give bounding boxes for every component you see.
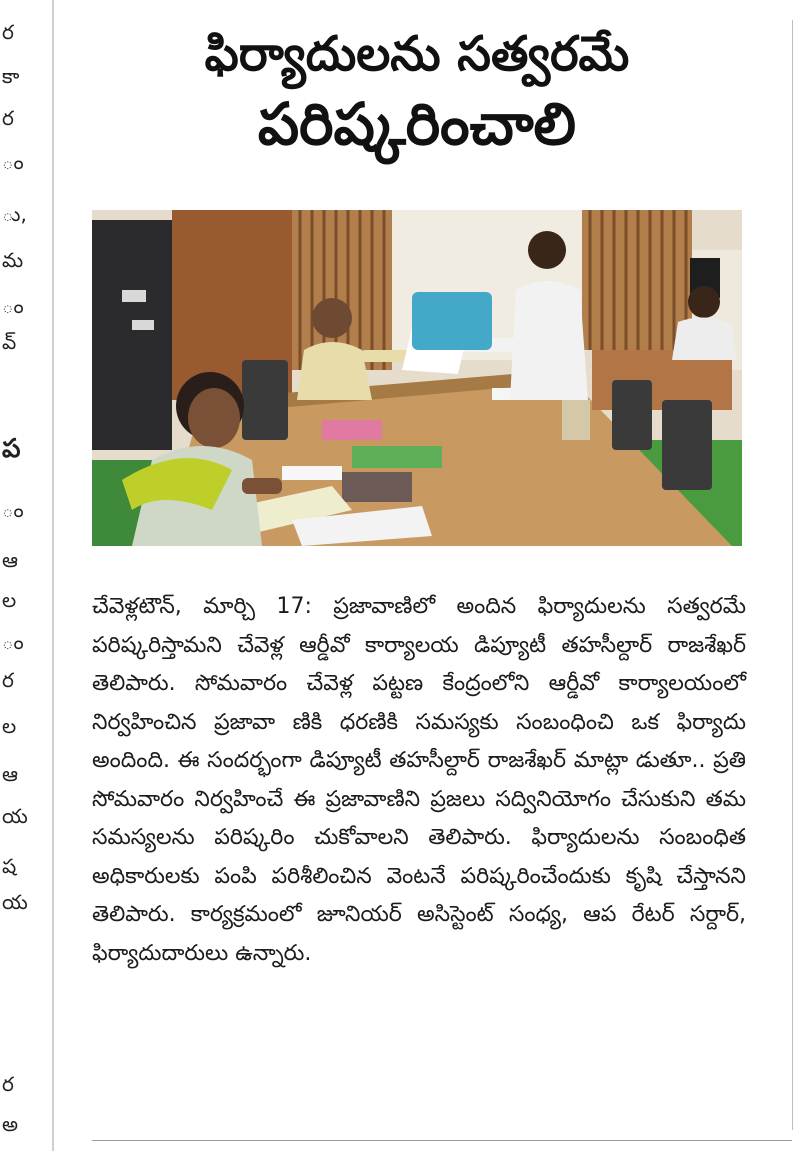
article-headline bbox=[92, 24, 742, 161]
fragment: ర bbox=[2, 668, 14, 692]
office-scene-illustration bbox=[92, 210, 742, 546]
fragment: మ bbox=[2, 248, 24, 272]
fragment: ఆ bbox=[2, 762, 18, 786]
fragment: కా bbox=[2, 64, 20, 88]
fragment: ర bbox=[2, 20, 14, 44]
fragment: ర bbox=[2, 106, 14, 130]
fragment: ం bbox=[2, 150, 24, 174]
column-divider bbox=[52, 0, 54, 1151]
fragment: వ్ bbox=[2, 330, 17, 354]
fragment: య bbox=[2, 890, 28, 914]
article-photo bbox=[92, 210, 742, 546]
fragment: ం bbox=[2, 294, 24, 318]
article-body: చేవెళ్లటౌన్, మార్చి 17: ప్రజావాణిలో అందిన ఫిర్యాదులను సత్వరమే పరిష్కరిస్తామని చేవెళ్ల ఆర్డీవో కార్యాలయ డిప్యూటీ తహసీల్దార్ రాజశేఖర్ తెలిపారు. సోమవారం చేవెళ్ల పట్టణ కేంద్రంలోని ఆర్డీవో కార్యాలయంలో నిర్వహించిన ప్రజావా ణికి ధరణికి సమస్యకు సంబంధించి ఒక ఫిర్యాదు అందింది. ఈ సందర్భంగా డిప్యూటీ తహసీల్దార్ రాజశేఖర్ మాట్లా డుతూ.. ప్రతి సోమవారం నిర్వహించే ఈ ప్రజావాణిని ప్రజలు సద్వినియోగం చేసుకుని తమ సమస్యలను పరిష్కరిం చుకోవాలని తెలిపారు. ఫిర్యాదులను సంబంధిత అధికారులకు పంపి పరిశీలించిన వెంటనే పరిష్కరించేందుకు కృషి చేస్తానని తెలిపారు. కార్యక్రమంలో జూనియర్ అసిస్టెంట్ సంధ్య, ఆప రేటర్ సర్దార్, ఫిర్యాదుదారులు ఉన్నారు. bbox=[92, 594, 746, 966]
fragment: ప bbox=[2, 434, 21, 464]
fragment: ల bbox=[2, 714, 17, 738]
fragment: ం bbox=[2, 498, 24, 522]
headline-line-2: పరిష్కరించాలి bbox=[257, 90, 577, 158]
fragment: ష bbox=[2, 854, 17, 878]
right-column-divider bbox=[792, 20, 793, 1130]
adjacent-column-fragments bbox=[0, 0, 30, 1151]
fragment: య bbox=[2, 804, 28, 828]
headline-line-1: ఫిర్యాదులను సత్వరమే bbox=[204, 26, 630, 82]
fragment: ల bbox=[2, 588, 17, 612]
fragment: ం bbox=[2, 630, 24, 654]
fragment: ఆ bbox=[2, 548, 18, 572]
fragment: ర bbox=[2, 1072, 14, 1096]
fragment: అ bbox=[2, 1112, 18, 1136]
fragment: ు, bbox=[2, 202, 27, 226]
bottom-divider bbox=[92, 1140, 792, 1141]
